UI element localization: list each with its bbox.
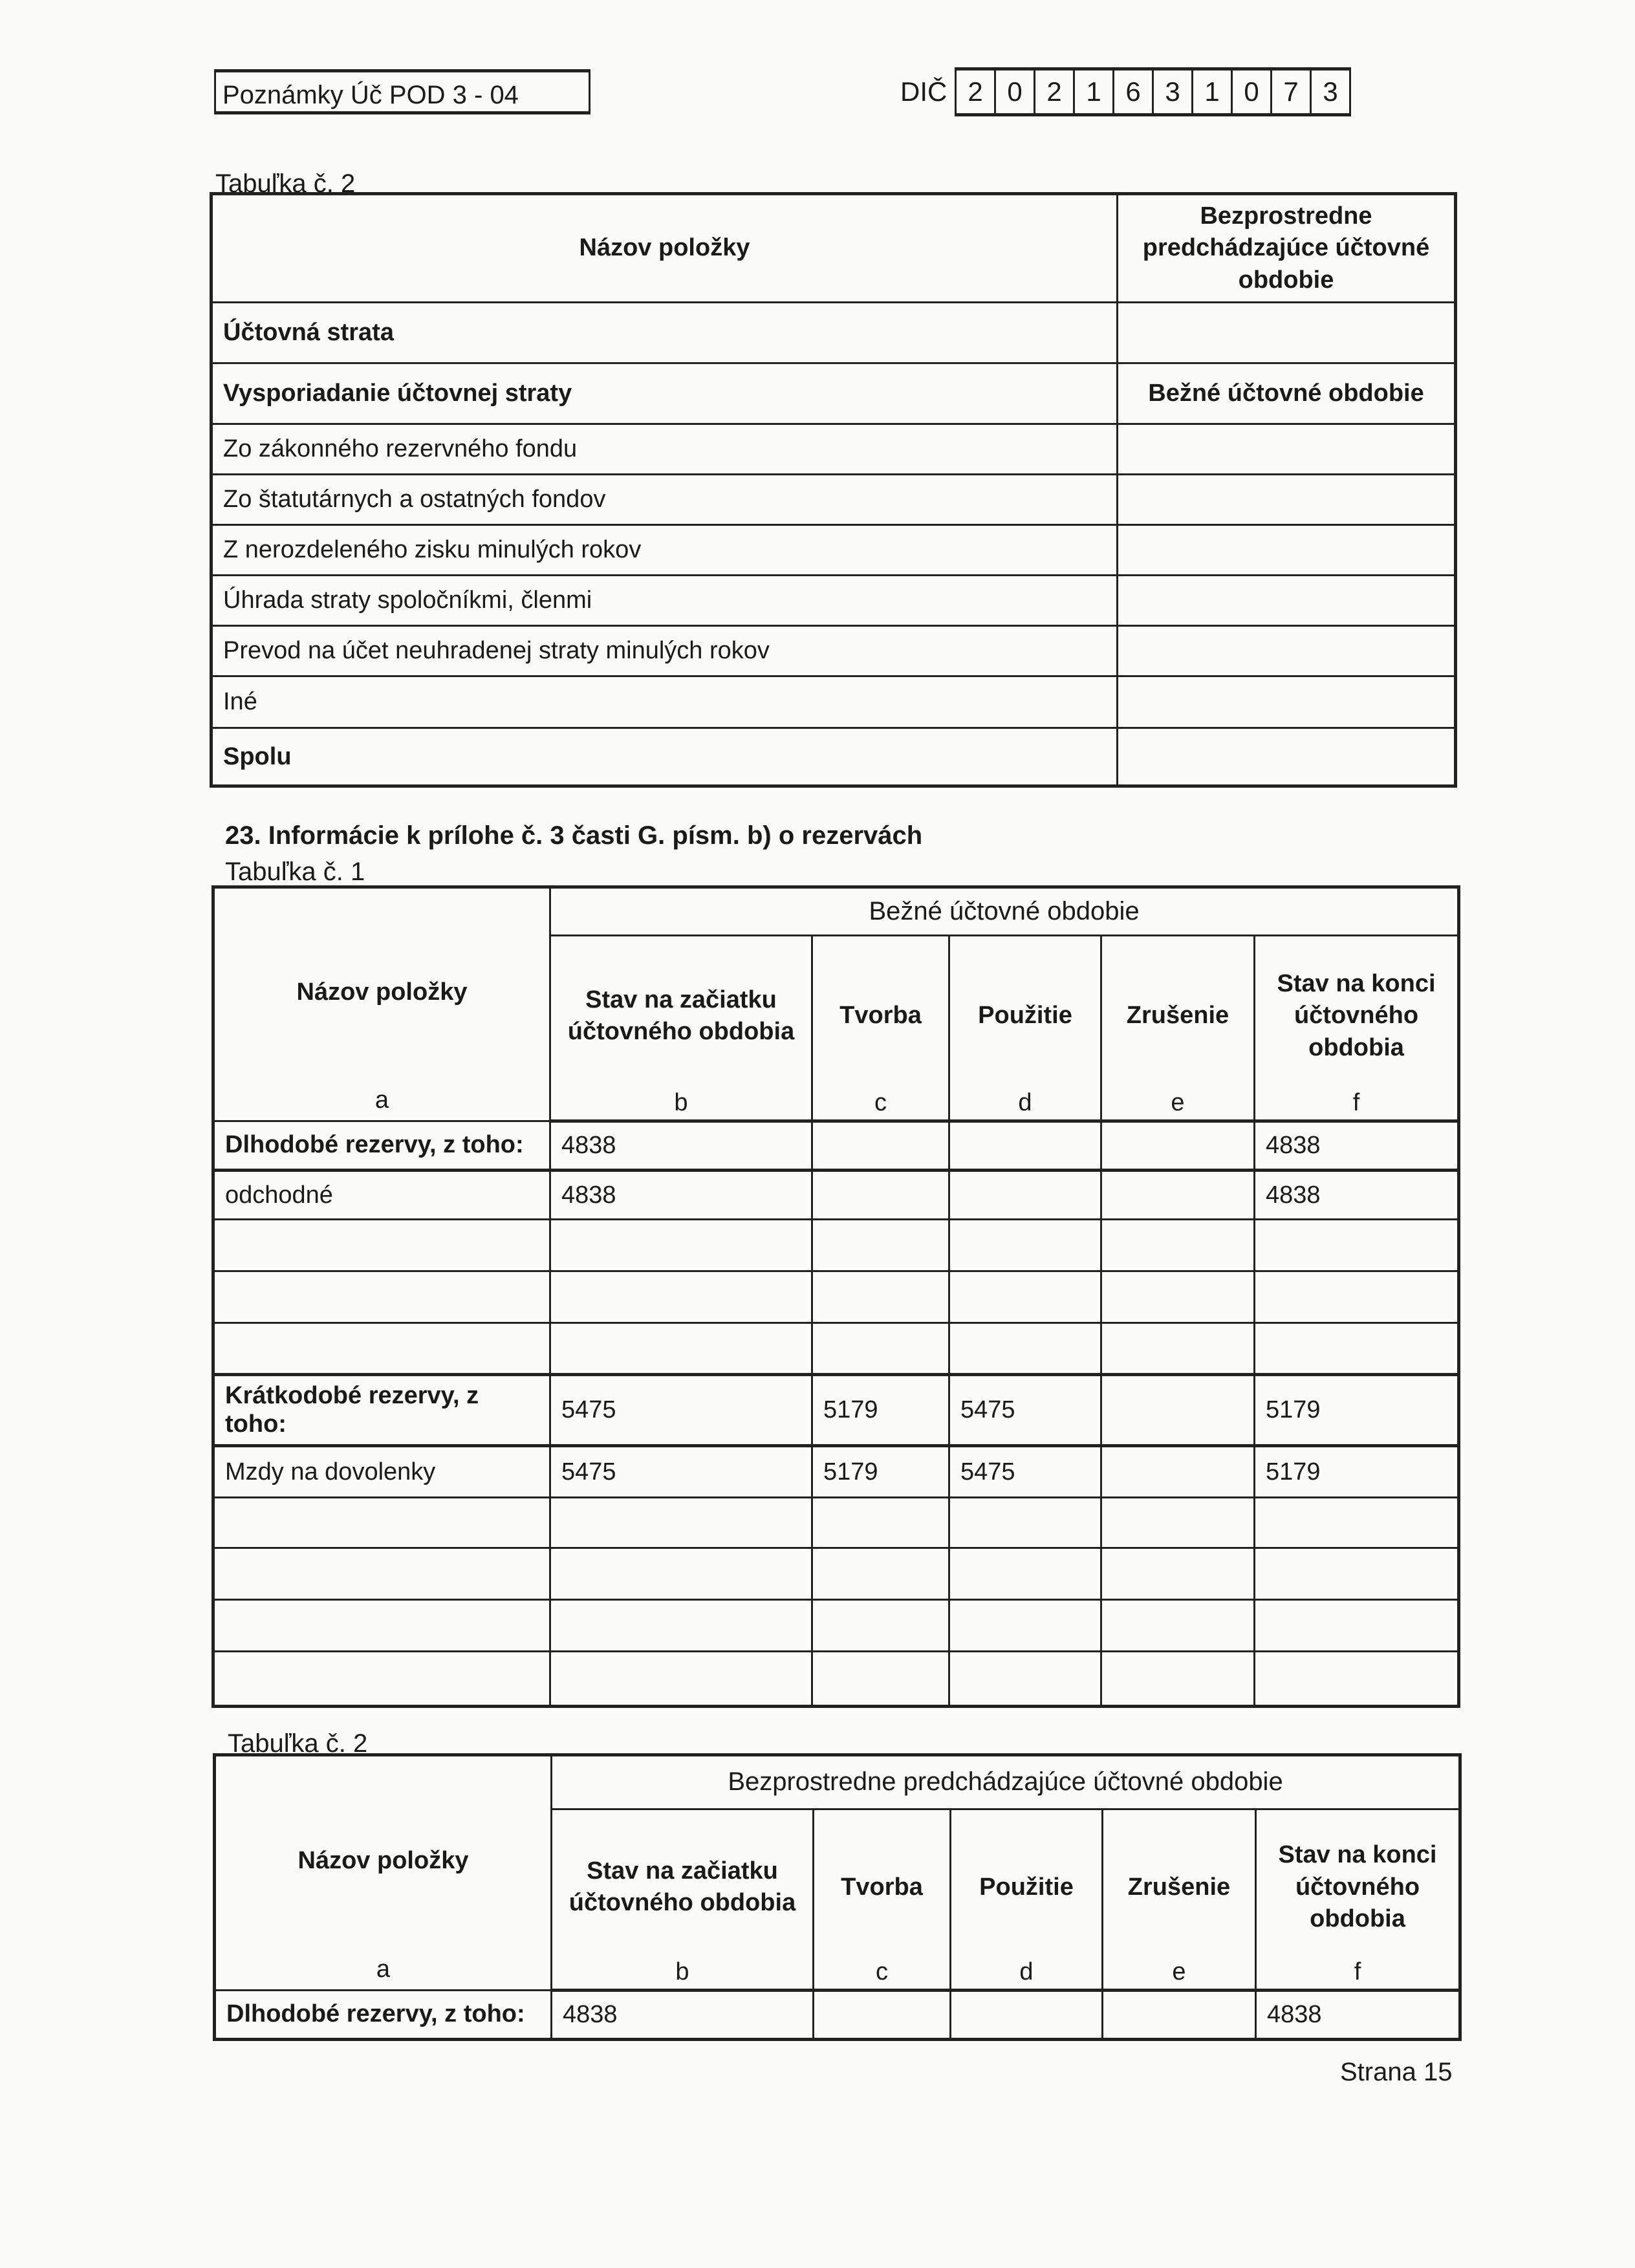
col-header-label: Zrušenie (1126, 1002, 1229, 1030)
row-label: Spolu (211, 728, 1118, 786)
form-label: Poznámky Úč POD 3 - 04 (214, 69, 590, 114)
col-header-f (1256, 1809, 1460, 1990)
dic-digit: 3 (1310, 70, 1351, 113)
row-label: Iné (211, 676, 1118, 728)
cell-e (1101, 1271, 1255, 1323)
dic-digit: 3 (1152, 70, 1191, 113)
cell-d (949, 1271, 1101, 1323)
cell-c: 5179 (812, 1446, 949, 1498)
table-row (213, 1171, 1459, 1220)
table-row (211, 424, 1456, 475)
row-value (1118, 676, 1456, 728)
table-row (213, 1271, 1459, 1323)
cell-f: 4838 (1255, 1171, 1459, 1220)
row-value (1118, 525, 1456, 576)
col-header-label: Použitie (978, 1002, 1072, 1030)
col-header-label: Stav na začiatku účtovného obdobia (568, 1857, 796, 1917)
col-header-d (949, 935, 1101, 1121)
cell-e (1101, 1498, 1255, 1548)
cell-b (550, 1498, 812, 1548)
col-header-name: Názov položky (211, 194, 1118, 303)
cell-b (550, 1548, 812, 1600)
row-label: Zo zákonného rezervného fondu (211, 424, 1118, 475)
cell-c (814, 1991, 951, 2040)
cell-b (550, 1271, 812, 1323)
table-row (211, 728, 1456, 786)
cell-b: 4838 (550, 1121, 812, 1171)
cell-e (1101, 1600, 1255, 1652)
cell-d (949, 1323, 1101, 1375)
row-label: Mzdy na dovolenky (213, 1446, 550, 1498)
row-label: Dlhodobé rezervy, z toho: (215, 1991, 552, 2040)
col-header-label: Stav na začiatku účtovného obdobia (567, 986, 795, 1045)
cell-f (1255, 1600, 1459, 1652)
table-caption: Tabuľka č. 2 (228, 1729, 368, 1758)
table-row (211, 576, 1456, 626)
cell-d: 5475 (949, 1446, 1101, 1498)
dic-digit: 6 (1112, 70, 1152, 113)
cell-d (951, 1991, 1103, 2040)
col-header-b (550, 935, 812, 1121)
col-letter: a (374, 1086, 389, 1114)
cell-c (812, 1121, 949, 1171)
col-letter: e (1172, 1958, 1186, 1985)
cell-b (550, 1323, 812, 1375)
row-label: odchodné (213, 1171, 550, 1220)
cell-c (812, 1220, 949, 1271)
period-header: Bezprostredne predchádzajúce účtovné obdobie (552, 1755, 1460, 1809)
cell-b: 5475 (550, 1446, 812, 1498)
table-caption: Tabuľka č. 2 (215, 169, 356, 198)
row-label: Z nerozdeleného zisku minulých rokov (211, 525, 1118, 576)
cell-e (1101, 1171, 1255, 1220)
row-label (213, 1652, 550, 1707)
dic-boxes (955, 67, 1351, 116)
table-row (213, 1600, 1459, 1652)
cell-f (1255, 1548, 1459, 1600)
col-letter: d (1019, 1958, 1034, 1985)
col-letter: a (376, 1956, 391, 1983)
col-letter: c (876, 1958, 888, 1985)
cell-e (1101, 1323, 1255, 1375)
table-row (213, 1323, 1459, 1375)
cell-d (949, 1652, 1101, 1707)
page-number: Strana 15 (1340, 2058, 1453, 2086)
cell-e (1101, 1375, 1255, 1446)
cell-d (949, 1548, 1101, 1600)
table-row (213, 1548, 1459, 1600)
reserves-current-table (211, 885, 1460, 1708)
cell-f (1255, 1271, 1459, 1323)
row-label: Prevod na účet neuhradenej straty minulých rokov (211, 626, 1118, 676)
cell-b: 4838 (550, 1171, 812, 1220)
cell-b: 5475 (550, 1375, 812, 1446)
col-letter: f (1354, 1958, 1361, 1985)
col-header-b (552, 1809, 814, 1990)
cell-e (1101, 1220, 1255, 1271)
col-letter: b (675, 1958, 689, 1985)
row-label (213, 1498, 550, 1548)
row-value (1118, 424, 1456, 475)
col-letter: b (674, 1089, 688, 1116)
col-header-e (1103, 1809, 1256, 1990)
table-row (213, 1220, 1459, 1271)
cell-c (812, 1652, 949, 1707)
row-label: Úhrada straty spoločníkmi, členmi (211, 576, 1118, 626)
cell-c (812, 1323, 949, 1375)
col-header-a (215, 1755, 552, 1991)
row-label (213, 1323, 550, 1375)
table-row (211, 676, 1456, 728)
col-letter: f (1352, 1089, 1360, 1116)
table-row (215, 1991, 1460, 2040)
cell-e (1103, 1991, 1256, 2040)
col-letter: c (874, 1089, 887, 1116)
table-row (213, 1121, 1459, 1171)
table-row (213, 1375, 1459, 1446)
col-header-c (812, 935, 949, 1121)
cell-d (949, 1220, 1101, 1271)
col-header-previous-period: Bezprostredne predchádzajúce účtovné obdobie (1118, 194, 1456, 303)
table-caption: Tabuľka č. 1 (225, 858, 365, 886)
col-header-e (1101, 935, 1255, 1121)
cell-b (550, 1600, 812, 1652)
table-row (213, 1446, 1459, 1498)
col-header-label: Tvorba (841, 1873, 923, 1901)
cell-e (1101, 1446, 1255, 1498)
cell-e (1101, 1652, 1255, 1707)
cell-f (1255, 1220, 1459, 1271)
cell-c (812, 1171, 949, 1220)
row-label: Krátkodobé rezervy, z toho: (213, 1375, 550, 1446)
dic-label: DIČ (900, 76, 947, 107)
row-label: Dlhodobé rezervy, z toho: (213, 1121, 550, 1171)
section-title: 23. Informácie k prílohe č. 3 časti G. písm. b) o rezervách (225, 821, 923, 850)
dic-digit: 2 (955, 70, 994, 113)
cell-f (1255, 1652, 1459, 1707)
cell-f: 5179 (1255, 1375, 1459, 1446)
dic-digit: 1 (1073, 70, 1112, 113)
dic-digit: 0 (1231, 70, 1270, 113)
col-header-c (814, 1809, 951, 1990)
table-row (213, 1652, 1459, 1707)
col-header-label: Zrušenie (1127, 1873, 1231, 1901)
row-value (1118, 475, 1456, 525)
dic-digit: 0 (994, 70, 1034, 113)
dic-digit: 2 (1034, 70, 1073, 113)
loss-settlement-table (210, 192, 1457, 788)
cell-c: 5179 (812, 1375, 949, 1446)
cell-f: 4838 (1255, 1121, 1459, 1171)
cell-d (949, 1600, 1101, 1652)
col-header-current-period: Bežné účtovné obdobie (1118, 363, 1456, 424)
cell-f: 5179 (1255, 1446, 1459, 1498)
cell-c (812, 1548, 949, 1600)
cell-c (812, 1271, 949, 1323)
row-value (1118, 576, 1456, 626)
row-label: Zo štatutárnych a ostatných fondov (211, 475, 1118, 525)
row-label (213, 1271, 550, 1323)
cell-d (949, 1171, 1101, 1220)
cell-d (949, 1121, 1101, 1171)
cell-b (550, 1652, 812, 1707)
row-label (213, 1220, 550, 1271)
col-header-label: Názov položky (298, 1846, 469, 1874)
cell-f: 4838 (1256, 1991, 1460, 2040)
dic-digit: 1 (1191, 70, 1231, 113)
row-loss-settlement: Vysporiadanie účtovnej straty (211, 363, 1118, 424)
cell-e (1101, 1548, 1255, 1600)
row-label (213, 1548, 550, 1600)
cell-c (812, 1600, 949, 1652)
dic-digit: 7 (1270, 70, 1310, 113)
cell-c (812, 1498, 949, 1548)
cell-f (1255, 1498, 1459, 1548)
cell-d (949, 1498, 1101, 1548)
table-row (211, 626, 1456, 676)
row-value (1118, 728, 1456, 786)
reserves-previous-table (213, 1753, 1462, 2041)
table-row (211, 525, 1456, 576)
cell-b (550, 1220, 812, 1271)
col-header-d (951, 1809, 1103, 1990)
period-header: Bežné účtovné obdobie (550, 887, 1459, 936)
cell-e (1101, 1121, 1255, 1171)
accounting-loss-value (1118, 303, 1456, 363)
cell-d: 5475 (949, 1375, 1101, 1446)
cell-b: 4838 (552, 1991, 814, 2040)
col-header-label: Názov položky (296, 978, 468, 1006)
col-header-a (213, 887, 550, 1121)
col-header-label: Stav na konci účtovného obdobia (1278, 1841, 1437, 1933)
row-label (213, 1600, 550, 1652)
table-row (213, 1498, 1459, 1548)
col-header-label: Tvorba (839, 1002, 922, 1030)
col-header-label: Stav na konci účtovného obdobia (1277, 969, 1436, 1061)
col-letter: e (1171, 1089, 1185, 1116)
row-value (1118, 626, 1456, 676)
col-header-f (1255, 935, 1459, 1121)
cell-f (1255, 1323, 1459, 1375)
table-row (211, 475, 1456, 525)
col-header-label: Použitie (979, 1873, 1074, 1901)
col-letter: d (1018, 1089, 1032, 1116)
row-accounting-loss: Účtovná strata (211, 303, 1118, 363)
